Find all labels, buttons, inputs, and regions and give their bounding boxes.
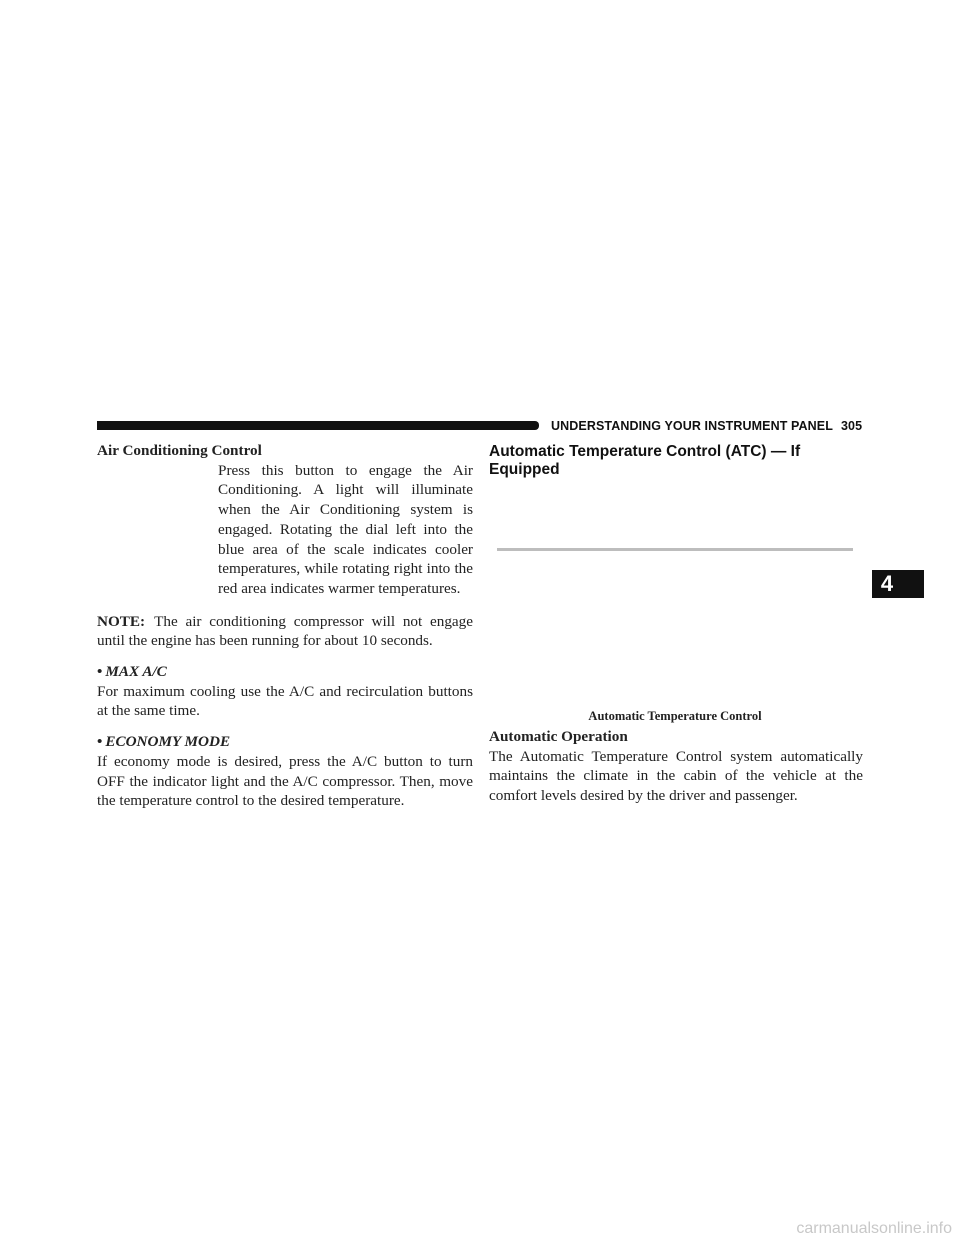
bullet-max-ac-label: MAX A/C — [105, 663, 167, 681]
left-column — [97, 441, 473, 811]
page-number: 305 — [840, 419, 863, 433]
bullet-icon: • — [97, 663, 103, 681]
section-tab — [872, 570, 924, 598]
ac-control-heading: Air Conditioning Control — [97, 442, 262, 459]
watermark: carmanualsonline.info — [796, 1220, 952, 1237]
ac-control-description: Press this button to engage the Air Conditioning. A light will illuminate when the Air Conditioning system is engaged. Rotating the dial left into the blue area of the scale indicates cooler temperatures, while rotating right into the red area indicates warmer temperatures. — [218, 461, 473, 597]
note-text: The air conditioning compressor will not engage until the engine has been running for about 10 seconds. — [97, 612, 473, 650]
header-bar — [97, 421, 539, 430]
bullet-icon: • — [97, 733, 103, 751]
economy-mode-text: If economy mode is desired, press the A/C button to turn OFF the indicator light and the A/C compressor. Then, move the temperature control to the desired temperature. — [97, 752, 473, 810]
figure-placeholder-rule — [497, 548, 853, 551]
bullet-economy-mode — [97, 732, 473, 752]
bullet-max-ac — [97, 662, 473, 682]
note-label: NOTE: — [97, 612, 146, 630]
bullet-economy-label: ECONOMY MODE — [105, 733, 231, 751]
right-column — [489, 443, 863, 479]
header-title: UNDERSTANDING YOUR INSTRUMENT PANEL — [551, 419, 833, 433]
automatic-operation-heading: Automatic Operation — [489, 728, 628, 745]
automatic-operation-text: The Automatic Temperature Control system automatically maintains the climate in the cabin of the vehicle at the comfort levels desired by the driver and passenger. — [489, 747, 863, 805]
running-header — [551, 419, 862, 433]
note-paragraph — [97, 612, 473, 651]
section-tab-number: 4 — [880, 571, 894, 596]
atc-section-heading: Automatic Temperature Control (ATC) — If Equipped — [489, 443, 801, 478]
figure-caption: Automatic Temperature Control — [588, 709, 762, 723]
automatic-operation-section — [489, 727, 863, 806]
max-ac-text: For maximum cooling use the A/C and recirculation buttons at the same time. — [97, 682, 473, 720]
